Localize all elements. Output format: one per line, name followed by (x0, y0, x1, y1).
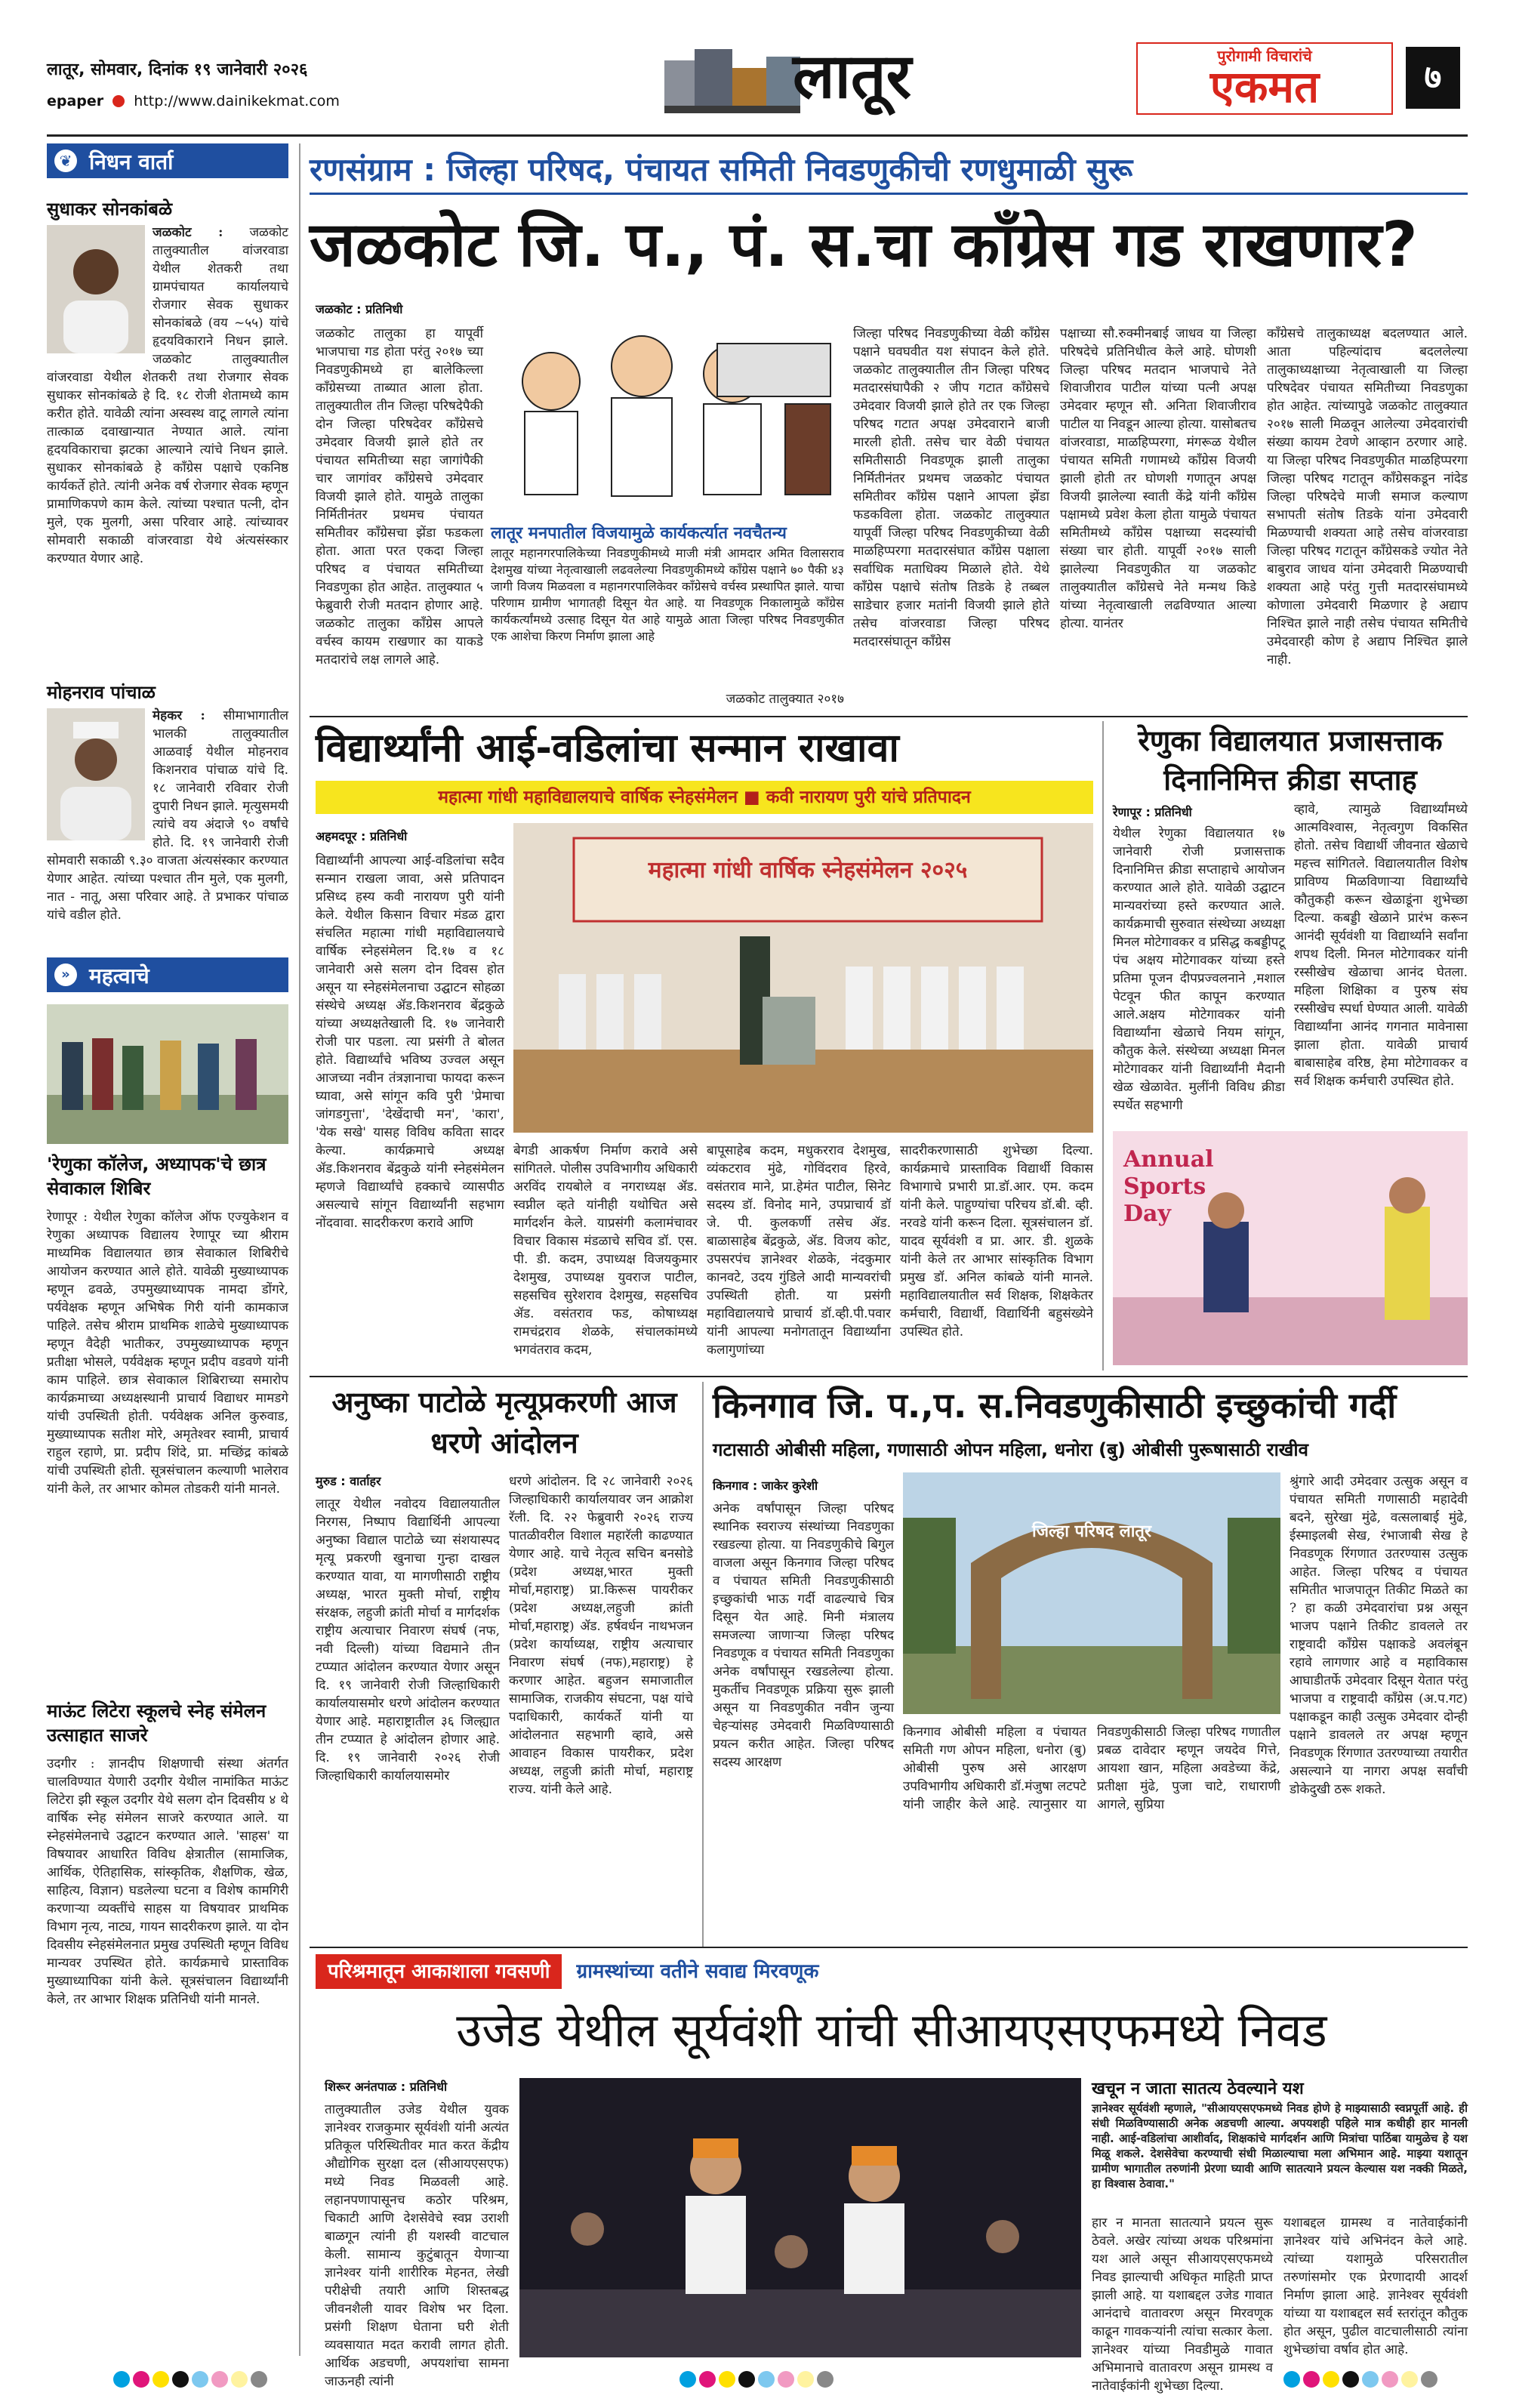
ujed-kicker-secondary: ग्रामस्थांच्या वतीने सवाद्य मिरवणूक (576, 1960, 819, 1983)
lead-kicker-text: रणसंग्राम : जिल्हा परिषद, पंचायत समिती निवडणुकीची रणधुमाळी सुरू (310, 151, 1133, 188)
dateline: लातूर, सोमवार, दिनांक १९ जानेवारी २०२६ (47, 60, 308, 79)
lead-photo-caption-text: लातूर महानगरपालिकेच्या निवडणुकीमध्ये माजी मंत्री आमदार अमित विलासराव देशमुख यांच्या नेतृत्वाखाली लढवलेल्या निवडणुकीमध्ये काँग्रेस पक्षाने ७० पैकी ४३ जागी विजय मिळवला व महानगरपालिकेवर काँग्रेसचे वर्चस्व प्रस्थापित झाले. याचा परिणाम ग्रामीण भागातही दिसून येत आहे. या निवडणूक निकालामुळे काँग्रेस कार्यकर्त्यांमध्ये उत्साह दिसून येत आहे यामुळे आता जिल्हा परिषद निवडणुकीत एक आशेचा किरण निर्माण झाला आहे (491, 546, 844, 643)
column-divider (702, 1382, 704, 1947)
city-collage (664, 45, 800, 113)
important-header-label: महत्वाचे (89, 964, 149, 988)
students-headline: विद्यार्थ्यांनी आई-वडिलांचा सन्मान राखावा (316, 726, 899, 771)
lead-kicker (310, 145, 1468, 195)
obit-dateline: जळकोट : (153, 225, 223, 240)
anushka-byline: मुरुड : वार्ताहर (316, 1474, 381, 1488)
students-subhead-bar (316, 781, 1093, 814)
renuka-headline: रेणुका विद्यालयात प्रजासत्ताक दिनानिमित्त क्रीडा सप्ताह (1138, 724, 1443, 797)
side-story-photo (47, 1004, 288, 1144)
color-bar-left (113, 2371, 270, 2391)
ujed-kicker-main: परिश्रमातून आकाशाला गवसणी (316, 1954, 562, 1989)
section-rule (310, 716, 1468, 717)
obit-body: जळकोट तालुक्यातील वांजरवाडा येथील शेतकरी तथा ग्रामपंचायत कार्यालयाचे रोजगार सेवक सुधाकर सोनकांबळे (वय ~५५) यांचे हृदयविकाराने निधन झाले. जळकोट तालुक्यातील वांजरवाडा येथील शेतकरी तथा रोजगार सेवक सुधाकर सोनकांबळे हे दि. १८ रोजी शेतामध्ये काम करीत होते. यावेळी त्यांना अस्वस्थ वाटू लागले त्यांना तात्काळ दवाखान्यात नेण्यात आले. त्यांना हृदयविकाराचा झटका आल्याने त्यांचे निधन झाले. सुधाकर सोनकांबळे हे काँग्रेस पक्षाचे एकनिष्ठ कार्यकर्ते होते. त्यांनी अनेक वर्ष रोजगार सेवक म्हणून प्रामाणिकपणे काम केले. त्यांच्या पश्चात पत्नी, दोन मुले, एक मुलगी, असा परिवार आहे. त्यांच्यावर सोमवारी सकाळी वांजरवाडा येथे अंत्यसंस्कार करण्यात येणार आहे. (47, 225, 288, 566)
obit-header (47, 143, 288, 178)
brand-tagline: पुरोगामी विचारांचे (1217, 47, 1312, 65)
lead-photo-caption: लातूर मनपातील विजयामुळे कार्यकर्त्यात नवचैतन्य (491, 524, 787, 543)
students-col2-body: बेगडी आकर्षण निर्माण करावे असे सांगितले. पोलीस उपविभागीय अधिकारी अरविंद रायबोले व नगराध्यक्ष ॲड. स्वप्नील व्हते यांनीही यथोचित असे मार्गदर्शन केले. याप्रसंगी कलामंचावर विचार विकास मंडळाचे सचिव डॉ. एस. पी. डी. कदम, उपाध्यक्ष विजयकुमार देशमुख, उपाध्यक्ष युवराज पाटील, सहसचिव सुरेशराव देशमुख, सहसचिव ॲड. वसंतराव फड, कोषाध्यक्ष रामचंद्रराव शेळके, संचालकांमध्ये भगवंतराव कदम, (513, 1143, 698, 1358)
masthead (0, 0, 1516, 151)
side-story-body: रेणापूर : येथील रेणुका कॉलेज ऑफ एज्युकेशन व रेणुका अध्यापक विद्यालय रेणापूर च्या श्रीराम माध्यमिक विद्यालयात छात्र सेवाकाल शिबिरीचे आयोजन करण्यात आले होते. यावेळी मुख्याध्यापक म्हणून ढवळे, उपमुख्याध्यापक नामदा डोंगरे, पर्यवेक्षक म्हणून अभिषेक गिरी यांनी कामकाज पाहिले. तसेच श्रीराम प्राथमिक शाळेचे मुख्याध्यापक म्हणून वैदेही भातीकर, उपमुख्याध्यापक म्हणून प्रतीक्षा भोसले, पर्यवेक्षक म्हणून प्रदीप वडवणे यांनी काम पाहिले. छात्र सेवाकाल शिबिराच्या समारोप कार्यक्रमाच्या अध्यक्षस्थानी प्राचार्य विद्याधर मामडगे यांची उपस्थिती होती. पर्यवेक्षक अनिल कुरुवाड, मुख्याध्यापक सतीश मोरे, अमृतेश्वर स्वामी, प्राचार्य राहुल रहाणे, प्रा. प्रदीप शिंदे, प्रा. मच्छिंद्र कांबळे यांची उपस्थिती होती. सूत्रसंचालन कल्याणी भालेराव यांनी केले, तर आभार कोमल तोडकरी यांनी मानले. (47, 1210, 288, 1497)
lead-cartoon (491, 298, 844, 517)
brand-name: एकमत (1209, 61, 1320, 113)
lead-col4-body: काँग्रेसचे तालुकाध्यक्ष बदलण्यात आले. आता पहिल्यांदाच बदललेल्या तालुकाध्यक्षाच्या नेतृत्वाखाली या जिल्हा परिषदेवर पंचायत समितीच्या निवडणुका होत आहेत. त्यांच्यापुढे जळकोट तालुक्यात २०१७ साली मिळवून आलेल्या उमेदवारांची संख्या कायम टेवणे आव्हान ठरणार आहे. या जिल्हा परिषद निवडणुकीत माळहिप्परगा जिल्हा परिषद गटातून काँग्रेसकडून नांदेड जिल्हा परिषदेचे माजी समाज कल्याण सभापती संतोष तिडके यांना उमेदवारी मिळण्याची शक्यता आहे तसेच वांजरवाडा जिल्हा परिषद गटातून काँग्रेसकडे ज्योत नेते बाबुराव जाधव यांना उमेदवारी मिळण्याची शक्यता आहे परंतु गुत्ती मतदारसंघामध्ये कोणाला उमेदवारी मिळणार हे अद्याप निश्चित झाले नाही तसेच पंचायत समितीचे उमेदवारही कोण हे अद्याप निश्चित झाले नाही. (1267, 326, 1468, 668)
renuka-col1-body: येथील रेणुका विद्यालयात १७ जानेवारी रोजी प्रजासत्ताक दिनानिमित्त क्रीडा सप्ताहाचे आयोजन करण्यात आले होते. यावेळी उद्घाटन मान्यवरांच्या हस्ते करण्यात आले. कार्यक्रमाची सुरुवात संस्थेच्या अध्यक्षा मिनल मोटेगावकर व प्रसिद्ध कबड्डीपटू पंच अक्षय मोटेगावकर यांच्या हस्ते प्रतिमा पूजन दीपप्रज्वलनाने ,मशाल पेटवून फीत कापून करण्यात आले.अक्षय मोटेगावकर यांनी विद्यार्थ्यांना खेळाचे नियम सांगून, कौतुक केले. संस्थेच्या अध्यक्षा मिनल मोटेगावकर यांनी विद्यार्थ्यांनी मैदानी खेळ खेळावेत. मुलींनी विविध क्रीडा स्पर्धेत सहभागी (1113, 826, 1285, 1113)
ujed-box-title: खचून न जाता सातत्य ठेवल्याने यश (1092, 2080, 1304, 2098)
sidebar-divider (299, 143, 300, 2356)
students-col1-body: विद्यार्थ्यांनी आपल्या आई-वडिलांचा सदैव सन्मान राखला जावा, असे प्रतिपादन प्रसिध्द हस्य कवी नारायण पुरी यांनी केले. येथील किसान विचार मंडळ द्वारा संचलित महात्मा गांधी महाविद्यालयाचे वार्षिक स्नेहसंमेलन दि.१७ व १८ जानेवारी असे सलग दोन दिवस होत असून या स्नेहसंमेलनाचा उद्घाटन सोहळा संस्थेचे अध्यक्ष ॲड.किशनराव बेंद्रकुळे यांच्या अध्यक्षतेखाली दि. १७ जानेवारी रोजी पार पडला. त्या प्रसंगी ते बोलत होते. विद्यार्थ्यांचे भविष्य उज्वल असून आजच्या नवीन तंत्रज्ञानाचा फायदा करून घ्यावा, असे सांगून कवि पुरी 'प्रेमाचा जांगडगुत्ता', 'देखेंदाची मन', 'कारा', 'येक सखे' यासह विविध कविता सादर केल्या. कार्यक्रमाचे अध्यक्ष ॲड.किशनराव बेंद्रकुळे यांनी स्नेहसंमेलन म्हणजे विद्यार्थ्यांचे हक्काचे व्यासपीठ असल्याचे सांगून विद्यार्थ्यांनी सहभाग नोंदवावा. सादरीकरण करावे आणि (316, 853, 504, 1231)
city-collage-graphic (664, 45, 800, 113)
lead-photo-caption-box (491, 523, 844, 684)
kingaon-photo (903, 1472, 1280, 1714)
ujed-col2-body: हार न मानता सातत्याने प्रयत्न सुरू ठेवले. अखेर त्यांच्या अथक परिश्रमांना यश आले असून सीआयएसएफमध्ये निवड झाल्याची अधिकृत माहिती प्राप्त झाली आहे. या यशाबद्दल उजेड गावात आनंदाचे वातावरण असून मिरवणूक काढून गावकऱ्यांनी त्यांचा सत्कार केला. ज्ञानेश्वर यांच्या निवडीमुळे गावात अभिमानाचे वातावरण असून ग्रामस्थ व नातेवाईकांनी शुभेच्छा दिल्या. (1092, 2215, 1273, 2394)
side-story-body: उदगीर : ज्ञानदीप शिक्षणाची संस्था अंतर्गत चालविण्यात येणारी उदगीर येथील नामांकित माऊंट लिटेरा झी स्कूल उदगीर येथे सलग दोन दिवसीय ४ थे वार्षिक स्नेह संमेलन साजरे करण्यात आले. या स्नेहसंमेलनाचे उद्घाटन करण्यात आले. 'साहस' या विषयावर आधारित विविध क्षेत्रातील (सामाजिक, आर्थिक, ऐतिहासिक, सांस्कृतिक, शैक्षणिक, खेळ, साहित्य, विज्ञान) घडलेल्या घटना व विशेष कामगिरी करणाऱ्या व्यक्तींचे साहस या विषयावर प्राथमिक विभाग नृत्य, नाट्य, गायन सादरीकरण झाले. या दोन दिवसीय स्नेहसंमेलनात प्रमुख उपस्थिती म्हणून विविध मान्यवर उपस्थित होते. कार्यक्रमाचे प्रास्ताविक मुख्याध्यापिका यांनी केले. सूत्रसंचालन विद्यार्थ्यांनी केले, तर आभार शिक्षक प्रतिनिधी यांनी मानले. (47, 1756, 288, 2007)
color-bar-center (679, 2371, 837, 2391)
website-line[interactable] (47, 93, 340, 109)
ujed-quote-box (1092, 2078, 1468, 2206)
ujed-photo (519, 2078, 1081, 2357)
column-divider (1102, 721, 1104, 1370)
kingaon-col1-body: अनेक वर्षांपासून जिल्हा परिषद स्थानिक स्वराज्य संस्थांच्या निवडणुका रखडल्या होत्या. या निवडणुकीचे बिगुल वाजला असून किनगाव जिल्हा परिषद व पंचायत समिती निवडणुकीसाठी इच्छुकांची भाऊ गर्दी वाढल्याचे चित्र दिसून येत आहे. मिनी मंत्रालय समजल्या जाणाऱ्या जिल्हा परिषद निवडणूक व पंचायत समिती निवडणुका अनेक वर्षांपासून रखडलेल्या होत्या. मुकर्तीच निवडणूक प्रक्रिया सुरू झाली असून या निवडणुकीत नवीन जुन्या चेहऱ्यांसह उमेदवारी मिळविण्यासाठी प्रयत्न करीत आहेत. जिल्हा परिषद सदस्य आरक्षण (713, 1501, 894, 1770)
lead-col1-tail: जळकोट तालुक्यात २०१७ (726, 692, 844, 707)
kingaon-subhead: गटासाठी ओबीसी महिला, गणासाठी ओपन महिला, धनोरा (बु) ओबीसी पुरूषासाठी राखीव (713, 1439, 1308, 1460)
obit-text (47, 224, 288, 664)
renuka-col2-body: व्हावे, त्यामुळे विद्यार्थ्यांमध्ये आत्मविश्वास, नेतृत्वगुण विकसित होतो. तसेच विद्यार्थी जीवनात खेळाचे महत्त्व सांगितले. विद्यालयातील विशेष प्राविण्य मिळविणाऱ्या विद्यार्थ्यांचे कौतुकही करून खेळाडूंना शुभेच्छा दिल्या. कबड्डी खेळाने प्रारंभ करून आनंदी सूर्यवंशी या विद्यार्थ्याने सर्वांना शपथ दिली. मिनल मोटेगावकर यांनी रस्सीखेच खेळाचा आनंद घेतला. महिला शिक्षिका व पुरुष संघ रस्सीखेच स्पर्धा घेण्यात आली. यावेळी विद्यार्थ्यांना आनंद गगनात मावेनासा झाला होता. यावेळी प्राचार्य बाबासाहेब वरिष्ठ, हेमा मोटेगावकर व सर्व शिक्षक कर्मचारी उपस्थित होते. (1294, 802, 1468, 1089)
ujed-byline: शिरूर अनंतपाळ : प्रतिनिधी (325, 2080, 448, 2094)
stage-banner-text: महात्मा गांधी वार्षिक स्नेहसंमेलन २०२५ (648, 857, 968, 883)
masthead-rule (47, 134, 1468, 137)
side-story-headline: 'रेणुका कॉलेज, अध्यापक'चे छात्र सेवाकाल शिबिर (47, 1154, 267, 1199)
kingaon-col3-body: श्रुंगारे आदी उमेदवार उत्सुक असून व पंचायत समिती गणासाठी महादेवी बदने, सुरेखा मुंढे, वत्सलाबाई मुंढे, ईस्माइलबी सेख, रंभाजाबी सेख हे निवडणूक रिंगणात उतरण्यास उत्सुक आहेत. जिल्हा परिषद व पंचायत समितीत भाजपातून तिकीट मिळते का ? हा कळी उमेदवारांचा प्रश्न असून भाजप पक्षाने तिकीट डावलले तर राष्ट्रवादी काँग्रेस पक्षाकडे अवलंबून रहावे लागणार आहे व महाविकास आघाडीतर्फे उमेदवार दिसून येतात परंतु भाजपा व राष्ट्रवादी काँग्रेस (अ.प.गट) पक्षाकडून काही उत्सुक उमेदवार दोन्ही पक्षाने डावलले तर अपक्ष म्हणून निवडणूक रिंगणात उतरण्याच्या तयारीत असल्याने या नागरा अपक्ष सर्वांची डोकेदुखी ठरू शकते. (1290, 1474, 1468, 1797)
ujed-headline: उजेड येथील सूर्यवंशी यांची सीआयएसएफमध्ये निवड (456, 2003, 1327, 2058)
section-rule (310, 1947, 1468, 1948)
side-story-headline: माऊंट लिटेरा स्कूलचे स्नेह संमेलन उत्साहात साजरे (47, 1700, 267, 1746)
sidebar (47, 143, 288, 2356)
students-col4-body: सादरीकरणासाठी शुभेच्छा दिल्या. कार्यक्रमाचे प्रास्ताविक विद्यार्थी विकास विभागाचे प्रभारी प्रा.डॉ.आर. एम. कदम यांनी केले. पाहुण्यांचा परिचय डॉ.बी. व्ही. नरवडे यांनी करून दिला. सूत्रसंचालन डॉ. यादव सूर्यवंशी व प्रा. आर. डी. शुळके यांनी केले तर आभार सांस्कृतिक विभाग प्रमुख डॉ. अनिल कांबळे यांनी मानले. महाविद्यालयातील सर्व शिक्षक, शिक्षकेतर कर्मचारी, विद्यार्थी, विद्यार्थिनी बहुसंख्येने उपस्थित होते. (900, 1143, 1093, 1340)
obit-body: सीमाभागातील भालकी तालुक्यातील आळवाई येथील मोहनराव किशनराव पांचाळ यांचे दि. १८ जानेवारी रविवार रोजी दुपारी निधन झाले. मृत्युसमयी त्यांचे वय अंदाजे ९० वर्षांचे होते. दि. १९ जानेवारी रोजी सोमवारी सकाळी ९.३० वाजता अंत्यसंस्कार करण्यात येणार आहेत. त्यांच्या पश्चात तीन मुले, एक मुलगी, नात - नातू, असा परिवार आहे. ते प्रभाकर पांचाळ यांचे वडील होते. (47, 708, 288, 923)
leaf-icon: ❦ (54, 150, 77, 172)
lead-byline: जळकोट : प्रतिनिधी (316, 302, 403, 316)
sports-day-text: Annual Sports Day (1123, 1146, 1214, 1227)
kingaon-headline: किनगाव जि. प.,प. स.निवडणुकीसाठी इच्छुकांची गर्दी (713, 1385, 1397, 1426)
students-photo (513, 823, 1093, 1133)
procession-photo-graphic (519, 2078, 1081, 2357)
globe-icon (112, 95, 125, 107)
website-link[interactable]: http://www.dainikekmat.com (134, 93, 340, 109)
lead-headline: जळकोट जि. प., पं. स.चा काँग्रेस गड राखणार? (310, 209, 1418, 281)
obit-header-label: निधन वार्ता (89, 150, 174, 174)
page-number: ७ (1406, 47, 1460, 109)
brand-logo[interactable] (1136, 42, 1393, 115)
anushka-headline: अनुष्का पाटोळे मृत्यूप्रकरणी आज धरणे आंदोलन (331, 1386, 677, 1460)
obit-dateline: मेहकर : (153, 708, 205, 723)
chevron-icon: » (54, 964, 77, 986)
ujed-kicker (316, 1954, 1468, 1989)
gate-photo-graphic (903, 1472, 1280, 1714)
students-subhead: महात्मा गांधी महाविद्यालयाचे वार्षिक स्नेहसंमेलन ■ कवी नारायण पुरी यांचे प्रतिपादन (438, 788, 971, 807)
obit-name: सुधाकर सोनकांबळे (47, 199, 173, 220)
students-col3-body: बापूसाहेब कदम, मधुकरराव देशमुख, व्यंकटराव मुंढे, गोविंदराव हिरवे, वसंतराव माने, प्रा.हेमंत पाटील, सिनेट सदस्य डॉ. विनोद माने, उपप्राचार्य डॉ जे. पी. कुलकर्णी तसेच ॲड. बाळासाहेब बेंद्रकुळे, ॲड. विजय कोट, उपसरपंच ज्ञानेश्वर शेळके, नंदकुमार कानवटे, उदय गुंडिले आदी मान्यवरांची उपस्थिती होती. या प्रसंगी महाविद्यालयाचे प्राचार्य डॉ.व्ही.पी.पवार यांनी आपल्या मनोगतातून विद्यार्थ्यांना कलागुणांच्या (707, 1143, 891, 1358)
anushka-col1-body: लातूर येथील नवोदय विद्यालयातील निरगस, निष्पाप विद्यार्थिनी आपल्या अनुष्का विद्याल पाटोळे च्या संशयास्पद मृत्यू प्रकरणी खुनाचा गुन्हा दाखल करण्यात यावा, या मागणीसाठी राष्ट्रीय अध्यक्ष, भारत मुक्ती मोर्चा, राष्ट्रीय संरक्षक, लहुजी क्रांती मोर्चा व मार्गदर्शक राष्ट्रीय अत्याचार निवारण संघर्ष (नफ, नवी दिल्ली) यांच्या विद्यमाने तीन टप्प्यात आंदोलन करण्यात येणार असून दि. १९ जानेवारी रोजी जिल्हाधिकारी कार्यालयासमोर धरणे आंदोलन करण्यात येणार आहे. महाराष्ट्रातील ३६ जिल्ह्यात तीन टप्प्यात हे आंदोलन होणार आहे. दि. १९ जानेवारी २०२६ रोजी जिल्हाधिकारी कार्यालयासमोर (316, 1497, 500, 1784)
kingaon-col2-body: किनगाव ओबीसी महिला व पंचायत समिती गण ओपन महिला, धनोरा (बु) ओबीसी पुरुष असे आरक्षण उपविभागीय अधिकारी डॉ.मंजुषा लटपटे यांनी जाहीर केले आहे. त्यानुसार या निवडणुकीसाठी जिल्हा परिषद गणातील प्रबळ दावेदार म्हणून जयदेव गित्ते, आयशा खान, महिला अवडेच्या केंद्रे, प्रतीक्षा मुंढे, पुजा चाटे, राधाराणी आगले, सुप्रिया (903, 1725, 1280, 1812)
lead-col2-body: जिल्हा परिषद निवडणुकीच्या वेळी काँग्रेस पक्षाने घवघवीत यश संपादन केले होते. जळकोट तालुक्यातील तीन जिल्हा परिषद मतदारसंघापैकी २ जीप गटात काँग्रेसचे उमेदवार विजयी झाले होते तर एक जिल्हा परिषद गटात अपक्ष उमेदवाराने बाजी मारली होती. तसेच चार वेळी पंचायत समितीसाठी निवडणूक झाली तालुका निर्मितीनंतर प्रथमच जळकोट पंचायत समितीवर काँग्रेस पक्षाने आपला झेंडा फडकविला होता. जळकोट तालुक्यात यापूर्वी जिल्हा परिषद निवडणुकीच्या वेळी माळहिप्परगा मतदारसंघात काँग्रेस पक्षाला सर्वाधिक मताधिक्य मिळाले होते. येथे काँग्रेस पक्षाचे संतोष तिडके हे तब्बल साडेचार हजार मतांनी विजयी झाले होते तसेच वांजरवाडा जिल्हा परिषद मतदारसंघातून काँग्रेस (853, 326, 1049, 649)
epaper-label: epaper (47, 93, 104, 109)
ujed-col1-body: तालुक्यातील उजेड येथील युवक ज्ञानेश्वर राजकुमार सूर्यवंशी यांनी अत्यंत प्रतिकूल परिस्थितीवर मात करत केंद्रीय औद्योगिक सुरक्षा दल (सीआयएसएफ) मध्ये निवड मिळवली आहे. लहानपणापासूनच कठोर परिश्रम, चिकाटी आणि देशसेवेचे स्वप्न उराशी बाळगून त्यांनी ही यशस्वी वाटचाल केली. सामान्य कुटुंबातून येणाऱ्या ज्ञानेश्वर यांनी शारीरिक मेहनत, लेखी परीक्षेची तयारी आणि शिस्तबद्ध जीवनशैली यावर विशेष भर दिला. प्रसंगी शिक्षण घेताना घरी शेती व्यवसायात मदत करावी लागत होती. आर्थिक अडचणी, अपयशांचा सामना जाऊनही त्यांनी (325, 2102, 509, 2389)
ujed-col3-body: यशाबद्दल ग्रामस्थ व नातेवाईकांनी ज्ञानेश्वर यांचे अभिनंदन केले आहे. त्यांच्या यशामुळे परिसरातील तरुणांसमोर एक प्रेरणादायी आदर्श निर्माण झाला आहे. ज्ञानेश्वर सूर्यवंशी यांच्या या यशाबद्दल सर्व स्तरांतून कौतुक होत असून, पुढील वाटचालीसाठी त्यांना शुभेच्छांचा वर्षाव होत आहे. (1283, 2215, 1468, 2357)
cartoon-graphic (491, 298, 844, 517)
event-photo-graphic (47, 1004, 288, 1144)
color-bar-right (1283, 2371, 1441, 2391)
students-byline: अहमदपूर : प्रतिनिधी (316, 829, 408, 843)
lead-col1-body: जळकोट तालुका हा यापूर्वी भाजपाचा गड होता परंतु २०१७ च्या निवडणुकीमध्ये हा बालेकिल्ला काँग्रेसच्या ताब्यात आला होता. तालुक्यातील तीन जिल्हा परिषदेपैकी दोन जिल्हा परिषदेवर काँग्रेसचे उमेदवार विजयी झाले होते तर पंचायत समितीच्या सहा जागांपैकी चार जागांवर काँग्रेसचे उमेदवार विजयी झाले होते. यामुळे तालुका निर्मितीनंतर प्रथमच पंचायत समितीवर काँग्रेसचा झेंडा फडकला होता. आता परत एकदा जिल्हा परिषद व पंचायत समितीच्या निवडणुका होत आहेत. तालुक्यात ५ फेब्रुवारी रोजी मतदान होणार आहे. जळकोट तालुका काँग्रेस आपले वर्चस्व कायम राखणार का याकडे मतदारांचे लक्ष लागले आहे. (316, 326, 483, 668)
renuka-byline: रेणापूर : प्रतिनिधी (1113, 805, 1192, 819)
section-rule (310, 1376, 1468, 1377)
city-title: लातूर (793, 41, 912, 113)
anushka-col2-body: धरणे आंदोलन. दि २८ जानेवारी २०२६ जिल्हाधिकारी कार्यालयावर जन आक्रोश रॅली. दि. २२ फेब्रुवारी २०२६ राज्य पातळीवरील विशाल महारॅली काढण्यात येणार आहे. याचे नेतृत्व सचिन बनसोडे (प्रदेश अध्यक्ष,भारत मुक्ती मोर्चा,महाराष्ट्र) प्रा.किरूस पायरीकर (प्रदेश अध्यक्ष,लहुजी क्रांती मोर्चा,महाराष्ट्र) ॲड. हर्षवर्धन नाथभजन (प्रदेश कार्याध्यक्ष, राष्ट्रीय अत्याचार निवारण संघर्ष (नफ),महाराष्ट्र) हे करणार आहेत. बहुजन समाजातील सामाजिक, राजकीय संघटना, पक्ष यांचे पदाधिकारी, कार्यकर्ते यांनी या आंदोलनात सहभागी व्हावे, असे आवाहन विकास पायरीकर, प्रदेश अध्यक्ष, लहुजी क्रांती मोर्चा, महाराष्ट्र राज्य. यांनी केले आहे. (509, 1474, 693, 1797)
obit-name: मोहनराव पांचाळ (47, 682, 156, 703)
kingaon-byline: किनगाव : जाकेर कुरेशी (713, 1478, 818, 1493)
lead-col3-body: पक्षाच्या सौ.रुक्मीनबाई जाधव या जिल्हा परिषदेचे प्रतिनिधीत्व केले आहे. घोणशी जिल्हा परिषद मतदान भाजपाचे नेते शिवाजीराव पाटील यांच्या पत्नी अपक्ष उमेदवार म्हणून सौ. अनिता शिवाजीराव पाटील या निवडून आल्या होत्या. यासोबतच वांजरवाडा, माळहिप्परगा, मंगरूळ येथील पंचायत समिती गणामध्ये काँग्रेस विजयी झाली होती तर घोणशी गणातून अपक्ष विजयी झालेल्या स्वाती केंद्रे यांनी काँग्रेस पक्षामध्ये प्रवेश केला होता यामुळे पंचायत समितीमध्ये काँग्रेस पक्षाच्या सदस्यांची संख्या चार होती. यापूर्वी २०१७ साली झालेल्या निवडणुकीत या जळकोट तालुक्यातील काँग्रेसचे नेते मन्मथ किडे यांच्या नेतृत्वाखाली लढविण्यात आल्या होत्या. यानंतर (1060, 326, 1256, 631)
important-header (47, 957, 288, 992)
ujed-box-text: ज्ञानेश्वर सूर्यवंशी म्हणाले, "सीआयएसएफमध्ये निवड होणे हे माझ्यासाठी स्वप्नपूर्ती आहे. ही संधी मिळविण्यासाठी अनेक अडचणी आल्या. अपयशही पहिले मात्र कधीही हार मानली नाही. आई-वडिलांचा आशीर्वाद, शिक्षकांचे मार्गदर्शन आणि मित्रांचा पाठिंबा यामुळेच हे यश मिळू शकले. देशसेवेचा करण्याची संधी मिळाल्याचा मला अभिमान आहे. माझ्या यशातून ग्रामीण भागातील तरुणांनी प्रेरणा घ्यावी आणि सातत्याने प्रयत्न केल्यास यश नक्की मिळते, हा विश्वास ठेवावा." (1092, 2101, 1468, 2191)
gate-sign-text: जिल्हा परिषद लातूर (1032, 1522, 1151, 1541)
renuka-photo (1113, 1131, 1468, 1365)
